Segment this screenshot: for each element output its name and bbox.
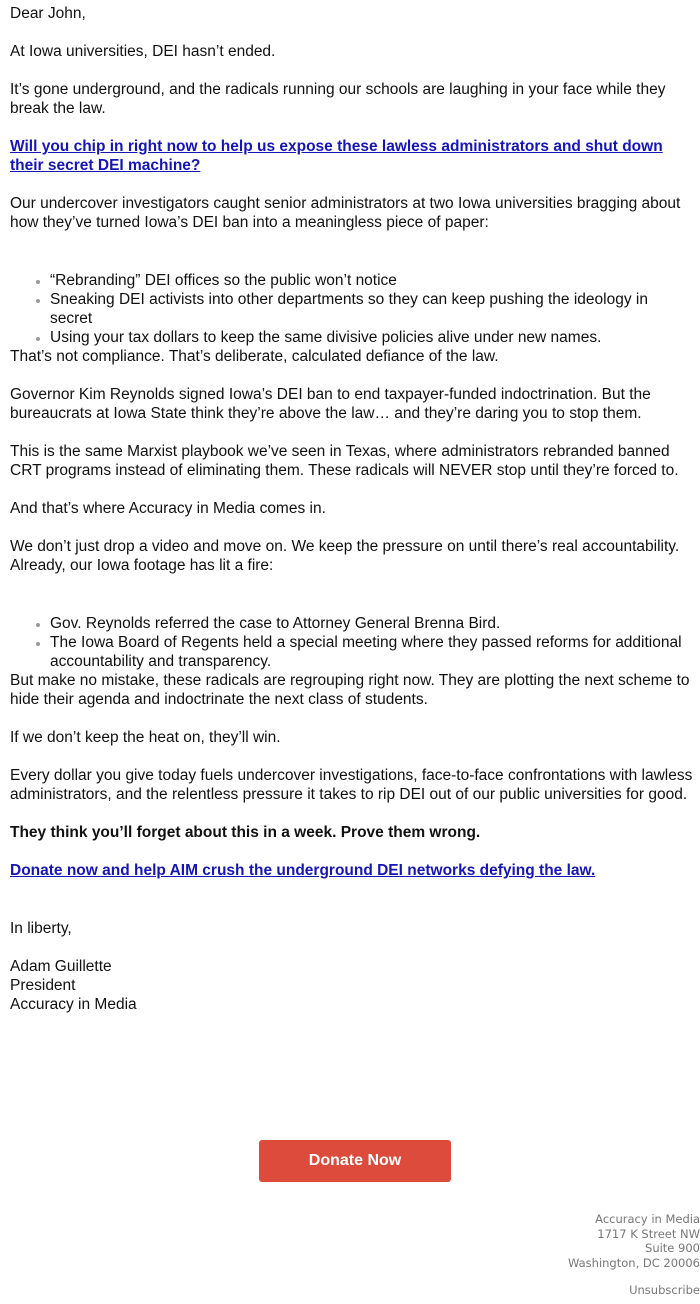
unsubscribe-link[interactable]: Unsubscribe [629, 1283, 700, 1297]
bullet-list-tactics [10, 271, 694, 347]
bullet-list-results [10, 614, 694, 671]
donate-now-link[interactable]: Donate now and help AIM crush the underground DEI networks defying the law. [10, 862, 596, 879]
list-item: • Sneaking DEI activists into other departments so they can keep pushing the ideology in secret [50, 290, 694, 328]
list-item: • Using your tax dollars to keep the same divisive policies alive under new names. [50, 328, 694, 347]
footer-city: Washington, DC 20006 [567, 1255, 700, 1270]
paragraph-every-dollar: Every dollar you give today fuels undercover investigations, face-to-face confrontations with lawless administrators, and the relentless pressure it takes to rip DEI out of our public universities for good. [10, 767, 693, 803]
paragraph-texas: This is the same Marxist playbook we’ve seen in Texas, where administrators rebranded banned CRT programs instead of eliminating them. These radicals will NEVER stop until they’re forced to. [10, 443, 679, 479]
donate-now-button[interactable]: Donate Now [259, 1140, 451, 1182]
bold-callout-text: They think you’ll forget about this in a week. Prove them wrong. [10, 824, 481, 841]
footer-street: 1717 K Street NW [597, 1226, 700, 1241]
paragraph-intro: At Iowa universities, DEI hasn’t ended. [10, 43, 276, 60]
footer-address [568, 1212, 700, 1270]
footer-suite: Suite 900 [645, 1241, 700, 1255]
bold-callout [10, 823, 694, 842]
donate-link-paragraph [10, 861, 694, 880]
signature-title: President [10, 977, 76, 994]
paragraph-investigators: Our undercover investigators caught senior administrators at two Iowa universities bragging about how they’ve turned Iowa’s DEI ban into a meaningless piece of paper: [10, 195, 681, 231]
donate-button-container [259, 1140, 451, 1182]
email-body [10, 4, 694, 1014]
chip-in-paragraph [10, 137, 694, 175]
signature-name: Adam Guillette [10, 958, 112, 975]
chip-in-link[interactable]: Will you chip in right now to help us expose these lawless administrators and shut down their secret DEI machine? [10, 138, 663, 174]
list-item: • The Iowa Board of Regents held a special meeting where they passed reforms for additional accountability and transparency. [50, 633, 694, 671]
paragraph-pressure: We don’t just drop a video and move on. We keep the pressure on until there’s real accountability. Already, our Iowa footage has lit a fire: [10, 538, 680, 574]
list-item: • “Rebranding” DEI offices so the public won’t notice [50, 271, 694, 290]
greeting: Dear John, [10, 5, 86, 22]
list-item: • Gov. Reynolds referred the case to Attorney General Brenna Bird. [50, 614, 694, 633]
closing: In liberty, [10, 920, 72, 937]
signature-org: Accuracy in Media [10, 996, 137, 1013]
footer-org: Accuracy in Media [595, 1212, 700, 1226]
paragraph-regrouping: But make no mistake, these radicals are regrouping right now. They are plotting the next scheme to hide their agenda and indoctrinate the next class of students. [10, 672, 690, 708]
paragraph-governor: Governor Kim Reynolds signed Iowa’s DEI ban to end taxpayer-funded indoctrination. But the bureaucrats at Iowa State think they’re above the law… and they’re daring you to stop them. [10, 386, 651, 422]
paragraph-underground: It’s gone underground, and the radicals running our schools are laughing in your face while they break the law. [10, 81, 666, 117]
paragraph-aim: And that’s where Accuracy in Media comes in. [10, 500, 326, 517]
paragraph-compliance: That’s not compliance. That’s deliberate, calculated defiance of the law. [10, 348, 499, 365]
paragraph-heat: If we don’t keep the heat on, they’ll win. [10, 729, 281, 746]
